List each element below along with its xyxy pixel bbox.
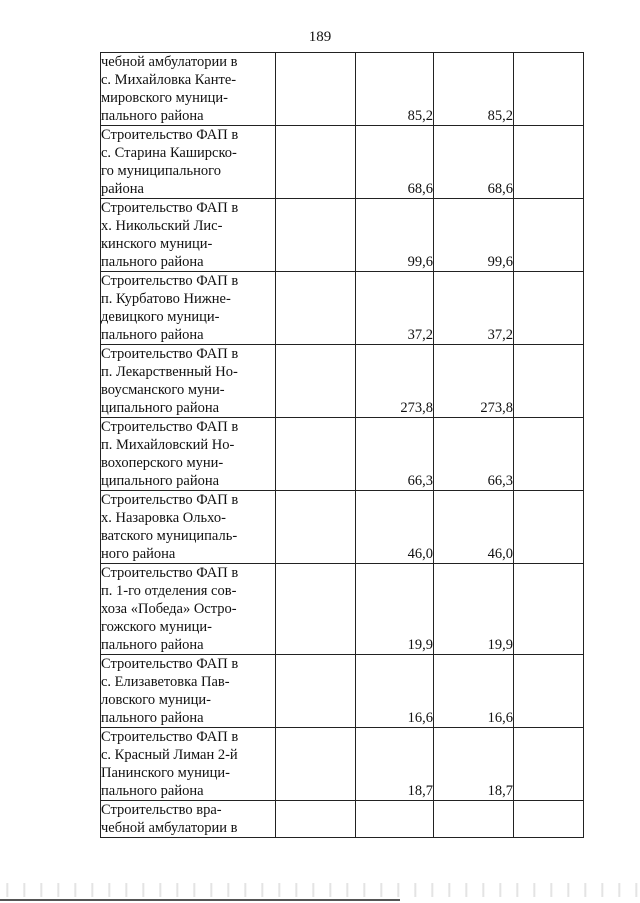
page-number: 189 [308,29,332,45]
amount-cell: 99,6 [434,199,514,272]
object-name-cell: Строительство ФАП в с. Красный Лиман 2-й Панинского муници- пального района [101,728,276,801]
table-row [101,418,584,491]
object-name-cell: Строительство ФАП в х. Назаровка Ольхо- ватского муниципаль- ного района [101,491,276,564]
empty-cell [276,655,356,728]
empty-cell [514,272,584,345]
amount-cell [356,801,434,838]
amount-cell: 18,7 [356,728,434,801]
empty-cell [514,655,584,728]
data-table [100,52,584,838]
empty-cell [514,126,584,199]
table-row [101,199,584,272]
amount-cell: 16,6 [434,655,514,728]
amount-cell: 19,9 [356,564,434,655]
empty-cell [514,491,584,564]
amount-cell: 37,2 [434,272,514,345]
object-name-cell: чебной амбулатории в с. Михайловка Канте- мировского муници- пального района [101,53,276,126]
object-name-cell: Строительство ФАП в п. 1-го отделения сов- хоза «Победа» Остро- гожского муници- пального района [101,564,276,655]
amount-cell: 99,6 [356,199,434,272]
table-row [101,126,584,199]
amount-cell: 19,9 [434,564,514,655]
empty-cell [276,564,356,655]
amount-cell: 85,2 [434,53,514,126]
object-name-cell: Строительство ФАП в с. Елизаветовка Пав- ловского муници- пального района [101,655,276,728]
table-row [101,53,584,126]
table-row [101,728,584,801]
table-row [101,655,584,728]
object-name-cell: Строительство вра- чебной амбулатории в [101,801,276,838]
empty-cell [514,418,584,491]
amount-cell: 66,3 [356,418,434,491]
empty-cell [514,801,584,838]
amount-cell: 273,8 [434,345,514,418]
amount-cell: 68,6 [356,126,434,199]
amount-cell: 66,3 [434,418,514,491]
empty-cell [276,199,356,272]
amount-cell: 37,2 [356,272,434,345]
empty-cell [276,272,356,345]
scan-noise [0,883,640,897]
object-name-cell: Строительство ФАП в п. Курбатово Нижне- девицкого муници- пального района [101,272,276,345]
amount-cell: 46,0 [434,491,514,564]
amount-cell [434,801,514,838]
amount-cell: 46,0 [356,491,434,564]
object-name-cell: Строительство ФАП в с. Старина Каширско- го муниципального района [101,126,276,199]
object-name-cell: Строительство ФАП в п. Лекарственный Но- воусманского муни- ципального района [101,345,276,418]
empty-cell [514,53,584,126]
object-name-cell: Строительство ФАП в х. Никольский Лис- кинского муници- пального района [101,199,276,272]
empty-cell [514,564,584,655]
empty-cell [514,199,584,272]
empty-cell [514,728,584,801]
amount-cell: 68,6 [434,126,514,199]
empty-cell [514,345,584,418]
empty-cell [276,126,356,199]
amount-cell: 273,8 [356,345,434,418]
object-name-cell: Строительство ФАП в п. Михайловский Но- вохоперского муни- ципального района [101,418,276,491]
table-row [101,564,584,655]
empty-cell [276,801,356,838]
table-row [101,272,584,345]
amount-cell: 85,2 [356,53,434,126]
empty-cell [276,728,356,801]
table-row [101,345,584,418]
empty-cell [276,53,356,126]
empty-cell [276,345,356,418]
scan-edge-line [0,899,400,901]
amount-cell: 16,6 [356,655,434,728]
table-row [101,801,584,838]
empty-cell [276,418,356,491]
amount-cell: 18,7 [434,728,514,801]
table-row [101,491,584,564]
empty-cell [276,491,356,564]
